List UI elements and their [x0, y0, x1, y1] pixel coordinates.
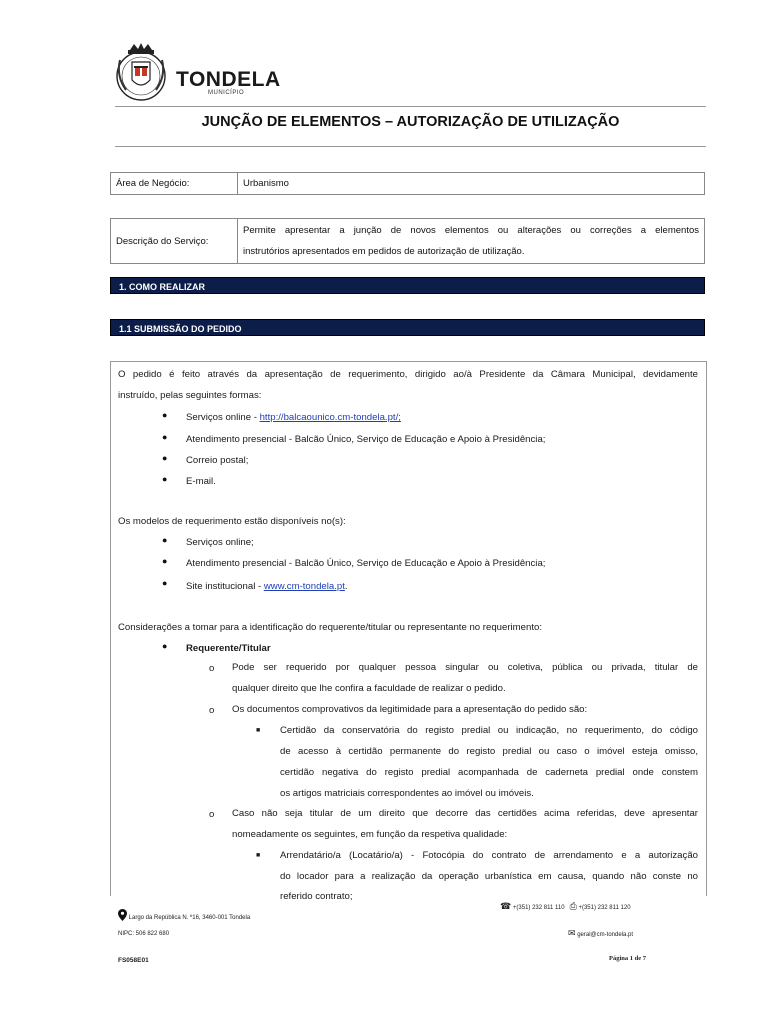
business-area-label: Área de Negócio: — [111, 173, 238, 195]
bullet-icon: ● — [162, 535, 168, 545]
fax-icon: ⎙ — [569, 901, 577, 911]
service-description-line: instrutórios apresentados em pedidos de autorização de utilização. — [243, 246, 525, 257]
list-item: Correio postal; — [186, 455, 249, 466]
cert-line: Certidão da conservatória do registo predial ou indicação, no requerimento, do código — [280, 725, 698, 736]
nipc: NIPC: 506 822 680 — [118, 931, 170, 937]
cert-line: certidão negativa do registo predial acompanhada de caderneta predial onde constem — [280, 767, 698, 778]
sub-item-line: qualquer direito que lhe confira a faculdade de realizar o pedido. — [232, 683, 506, 694]
logo-text: TONDELA — [176, 68, 281, 91]
address — [118, 909, 250, 921]
fax-number: +(351) 232 811 120 — [578, 905, 631, 911]
title-divider — [115, 146, 706, 147]
circle-bullet-icon: o — [209, 663, 215, 674]
bullet-icon: ● — [162, 578, 168, 588]
phone-number: +(351) 232 811 110 — [512, 905, 565, 911]
list-item: E-mail. — [186, 476, 216, 487]
bullet-icon: ● — [162, 641, 168, 651]
list-item — [186, 580, 348, 593]
cert-line: de acesso à certidão permanente do registo predial ou caso o imóvel esteja omisso, — [280, 746, 698, 757]
list-item — [186, 411, 401, 424]
bullet-icon: ● — [162, 556, 168, 566]
section-heading-submissao: 1.1 SUBMISSÃO DO PEDIDO — [110, 319, 705, 336]
header-divider — [115, 106, 706, 107]
intro-line: O pedido é feito através da apresentação de requerimento, dirigido ao/à Presidente da Câmara Municipal, devidamente — [118, 369, 698, 380]
square-bullet-icon: ■ — [256, 727, 261, 734]
coat-of-arms-icon — [106, 40, 176, 104]
arrendatario-line: do locador para a realização da operação urbanística em causa, quando não conste no — [280, 871, 698, 882]
section-heading-como-realizar: 1. COMO REALIZAR — [110, 277, 705, 294]
document-title: JUNÇÃO DE ELEMENTOS – AUTORIZAÇÃO DE UTILIZAÇÃO — [201, 114, 620, 130]
site-institucional-link[interactable]: www.cm-tondela.pt — [263, 581, 345, 592]
considerations-text: Considerações a tomar para a identificação do requerente/titular ou representante no requerimento: — [118, 622, 542, 633]
bullet-icon: ● — [162, 410, 168, 420]
bullet-icon: ● — [162, 432, 168, 442]
service-description-table — [110, 218, 705, 264]
list-item: Serviços online; — [186, 537, 254, 548]
bullet-icon: ● — [162, 453, 168, 463]
sub-item-line: Pode ser requerido por qualquer pessoa singular ou coletiva, pública ou privada, titular de — [232, 662, 698, 673]
sub-item-line: Caso não seja titular de um direito que decorre das certidões acima referidas, deve apresentar — [232, 808, 698, 819]
arrendatario-line: Arrendatário/a (Locatário/a) - Fotocópia do contrato de arrendamento e a autorização — [280, 850, 698, 861]
circle-bullet-icon: o — [209, 809, 215, 820]
email-icon: ✉ — [568, 928, 576, 938]
list-item-text: Site institucional - — [186, 581, 264, 592]
requerente-heading: Requerente/Titular — [186, 643, 271, 654]
bullet-icon: ● — [162, 474, 168, 484]
service-description-label: Descrição do Serviço: — [111, 219, 238, 264]
arrendatario-line: referido contrato; — [280, 891, 353, 902]
service-description-value — [238, 219, 705, 264]
sub-item-line: Os documentos comprovativos da legitimidade para a apresentação do pedido são: — [232, 704, 588, 715]
phone-icon: ☎ — [500, 901, 512, 911]
address-text: Largo da República N. º16, 3460-001 Tondela — [128, 915, 251, 921]
list-item-text: . — [344, 581, 348, 592]
email-address: geral@cm-tondela.pt — [577, 932, 634, 938]
intro-line: instruído, pelas seguintes formas: — [118, 390, 262, 401]
email-contact — [568, 928, 633, 939]
service-description-line: Permite apresentar a junção de novos elementos ou alterações ou correções a elementos — [243, 225, 699, 236]
square-bullet-icon: ■ — [256, 852, 261, 859]
balcao-unico-link[interactable]: http://balcaounico.cm-tondela.pt/; — [259, 412, 401, 423]
list-item: Atendimento presencial - Balcão Único, Serviço de Educação e Apoio à Presidência; — [186, 434, 546, 445]
business-area-value: Urbanismo — [238, 173, 705, 195]
logo-subtext: MUNICÍPIO — [208, 90, 245, 96]
models-intro: Os modelos de requerimento estão disponíveis no(s): — [118, 516, 346, 527]
document-code: FS058E01 — [118, 957, 149, 964]
circle-bullet-icon: o — [209, 705, 215, 716]
sub-item-line: nomeadamente os seguintes, em função da respetiva qualidade: — [232, 829, 508, 840]
list-item: Atendimento presencial - Balcão Único, Serviço de Educação e Apoio à Presidência; — [186, 558, 546, 569]
business-area-table — [110, 172, 705, 195]
cert-line: os artigos matriciais correspondentes ao imóvel ou imóveis. — [280, 788, 534, 799]
phone-contact — [500, 901, 631, 912]
page-number: Página 1 de 7 — [609, 955, 647, 962]
list-item-text: Serviços online - — [186, 412, 260, 423]
location-pin-icon — [118, 909, 127, 921]
